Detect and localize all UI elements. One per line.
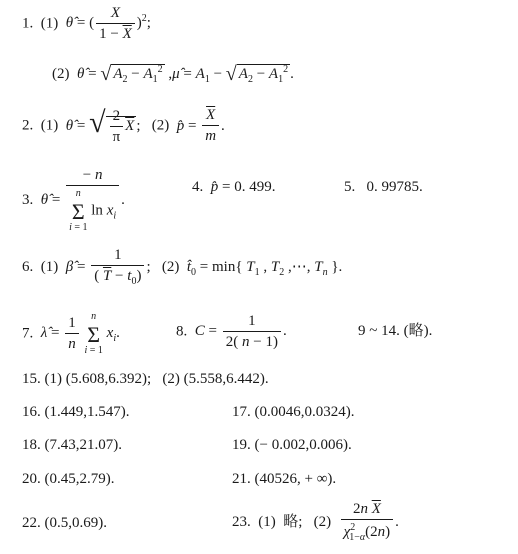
interval: (7.43,21.07). bbox=[44, 437, 122, 453]
formula-1: θ̂ = √ $\frac{2}{\pi}$ $\overline{X}$ ; bbox=[65, 106, 145, 145]
formula: θ̂ = √ $A_2 - A_1^2$ ,μ̂ = $A_1$ − √ $A_2 - A_1^2$ . bbox=[77, 63, 294, 85]
formula: p̂ = 0. 499. bbox=[210, 179, 276, 195]
part-label: (1) bbox=[37, 117, 62, 134]
answer-19 bbox=[232, 438, 352, 453]
formula: θ̂ = ( $\frac{X}{1 - \overline{X}}$ )$^2$; bbox=[65, 5, 151, 42]
interval: (1.449,1.547). bbox=[44, 404, 130, 420]
part-label: (1) bbox=[37, 258, 62, 275]
answer-number: 9 ~ 14. bbox=[358, 323, 400, 339]
interval: (40526, + ∞). bbox=[254, 471, 337, 487]
answer-8 bbox=[176, 314, 287, 350]
part-label: (1) bbox=[37, 15, 62, 32]
answer-number: 6. bbox=[22, 258, 34, 275]
part-label: (2) bbox=[154, 258, 184, 275]
answer-16 bbox=[22, 405, 130, 420]
answer-18 bbox=[22, 438, 122, 453]
part-label: (2) bbox=[162, 371, 180, 387]
answer-number: 7. bbox=[22, 325, 34, 342]
answer-number: 20. bbox=[22, 471, 41, 487]
answer-number: 8. bbox=[176, 323, 188, 340]
answer-number: 3. bbox=[22, 191, 34, 208]
answer-21 bbox=[232, 472, 336, 487]
interval: (0.45,2.79). bbox=[44, 471, 115, 487]
part-label: (1) bbox=[254, 513, 280, 530]
answer-3 bbox=[22, 168, 125, 233]
formula-2: p̂ = $\frac{\overline{X}}{m}$ . bbox=[176, 107, 225, 145]
answer-22 bbox=[22, 516, 107, 531]
answer-number: 18. bbox=[22, 437, 41, 453]
formula: λ̂ = $\frac{1}{n}$ n Σ i = 1 $x_i$. bbox=[40, 311, 120, 356]
answer-number: 17. bbox=[232, 404, 251, 420]
answer-9-14 bbox=[358, 324, 432, 339]
interval: (− 0.002,0.006). bbox=[254, 437, 352, 453]
formula-1: β̂ = $\frac{1}{( \overline{T} - t_0)}$ ; bbox=[65, 247, 155, 287]
formula-1: 略; bbox=[283, 513, 303, 530]
answer-number: 23. bbox=[232, 513, 251, 530]
answer-1-part-2 bbox=[52, 64, 294, 85]
formula: C = $\frac{1}{2( n - 1)}$ . bbox=[194, 313, 287, 350]
answer-number: 5. bbox=[344, 179, 356, 195]
answer-number: 1. bbox=[22, 15, 34, 32]
formula: (略). bbox=[403, 323, 433, 339]
answer-4 bbox=[192, 180, 275, 195]
answer-number: 15. bbox=[22, 371, 41, 387]
answer-number: 19. bbox=[232, 437, 251, 453]
answer-15 bbox=[22, 372, 269, 387]
formula: θ̂ = − n n Σ i = 1 $\ln x_i$ . bbox=[40, 167, 125, 233]
answer-23 bbox=[232, 502, 399, 543]
answer-number: 21. bbox=[232, 471, 251, 487]
part-label: (2) bbox=[144, 117, 173, 134]
answer-number: 2. bbox=[22, 117, 34, 134]
answer-20 bbox=[22, 472, 115, 487]
formula-2: $t̂_0 = \min${ $T_1$ , $T_2$ ,⋯, $T_n$ }. bbox=[186, 258, 343, 278]
interval: (0.5,0.69). bbox=[44, 515, 107, 531]
answer-number: 4. bbox=[192, 179, 204, 195]
answer-7 bbox=[22, 312, 120, 356]
interval-2: (5.558,6.442). bbox=[183, 371, 269, 387]
part-label: (1) bbox=[44, 371, 62, 387]
interval-1: (5.608,6.392); bbox=[65, 371, 152, 387]
answer-number: 16. bbox=[22, 404, 41, 420]
answer-6 bbox=[22, 248, 342, 287]
interval: (0.0046,0.0324). bbox=[254, 404, 355, 420]
answer-1-part-1 bbox=[22, 6, 151, 42]
answer-5 bbox=[344, 180, 423, 195]
formula: 0. 99785. bbox=[359, 179, 423, 195]
part-label: (2) bbox=[52, 65, 74, 82]
answer-17 bbox=[232, 405, 355, 420]
answer-2 bbox=[22, 108, 225, 145]
answer-number: 22. bbox=[22, 515, 41, 531]
formula-2: $\frac{2n \overline{X}}{\chi^2_{1-\alpha}(2n)}$ . bbox=[339, 514, 399, 530]
part-label: (2) bbox=[306, 513, 335, 530]
